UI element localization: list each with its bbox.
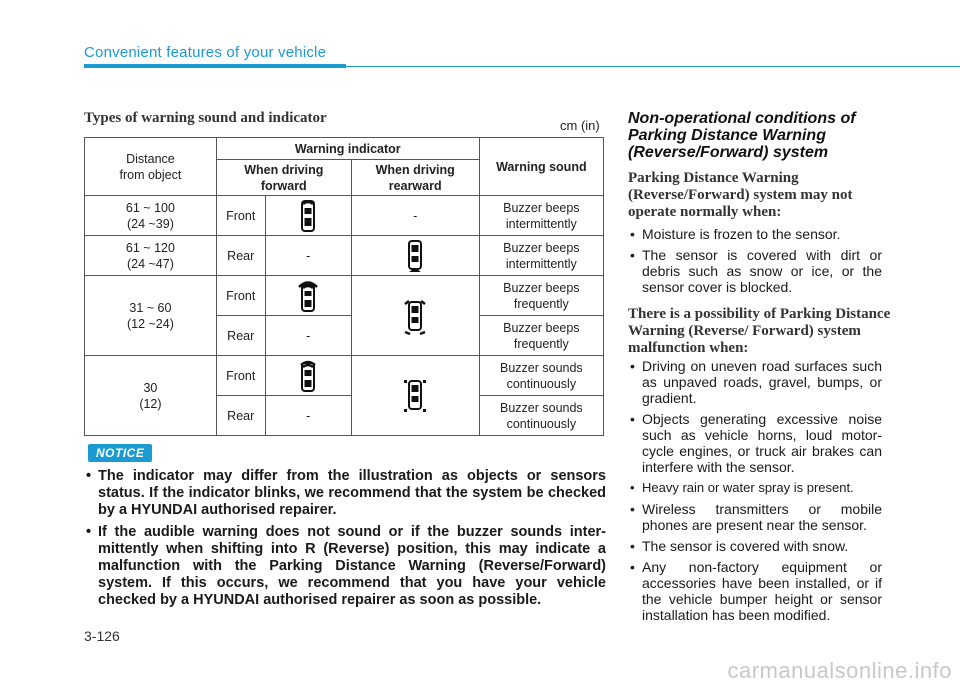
notice-list	[84, 468, 606, 614]
header-rule	[346, 66, 960, 68]
cell-rearward-indicator	[351, 356, 479, 436]
cell-distance: 31 ~ 60 (12 ~24)	[85, 276, 217, 356]
subheading-operate: Parking Distance Warning (Reverse/Forward) system may not operate normally when:	[628, 170, 853, 220]
malfunction-conditions-list	[628, 358, 882, 628]
cell-distance: 30 (12)	[85, 356, 217, 436]
cell-distance: 61 ~ 120 (24 ~47)	[85, 236, 217, 276]
cell-distance: 61 ~ 100 (24 ~39)	[85, 196, 217, 236]
warning-table	[84, 137, 604, 436]
list-item: • The sensor is covered with snow.	[628, 538, 882, 554]
cell-sound: Buzzer sounds continuously	[479, 356, 603, 396]
right-section-title: Non-operational conditions of Parking Distance Warning (Reverse/Forward) system	[628, 110, 856, 161]
page-number: 3-126	[84, 628, 120, 644]
cell-sound: Buzzer beeps intermittently	[479, 196, 603, 236]
watermark-text: carmanualsonline.info	[727, 658, 952, 683]
cell-rearward-indicator: -	[351, 196, 479, 236]
operate-conditions-list	[628, 226, 882, 300]
cell-sound: Buzzer beeps intermittently	[479, 236, 603, 276]
cell-rearward-indicator	[351, 236, 479, 276]
header-sound: Warning sound	[479, 138, 603, 196]
cell-sound: Buzzer beeps frequently	[479, 276, 603, 316]
cell-forward-indicator	[265, 356, 351, 396]
rear-warning-car-icon	[407, 239, 423, 273]
cell-direction: Rear	[216, 316, 265, 356]
cell-forward-indicator: -	[265, 316, 351, 356]
subheading-malfunction: There is a possibility of Parking Distance Warning (Reverse/ Forward) system malfunction when:	[628, 306, 891, 356]
list-item: • Objects generating excessive noise such as vehicle horns, loud motorcycle engines, or truck air brakes can interfere with the sensor.	[628, 411, 882, 475]
cell-direction: Rear	[216, 236, 265, 276]
cell-direction: Front	[216, 196, 265, 236]
notice-item: • If the audible warning does not sound or if the buzzer sounds intermittently when shifting into R (Reverse) position, this may indicate a malfunction with the Parking Distance Warning (Reverse/Forward) system. If this occurs, we recommend that you have your vehicle checked by a HYUNDAI authorised repairer as soon as possible.	[84, 524, 606, 609]
cell-direction: Rear	[216, 396, 265, 436]
cell-forward-indicator	[265, 196, 351, 236]
list-item: • Heavy rain or water spray is present.	[628, 480, 882, 496]
front-warning-car-icon	[300, 199, 316, 233]
rear-continuous-warning-car-icon	[402, 376, 428, 416]
cell-sound: Buzzer sounds continuously	[479, 396, 603, 436]
cell-direction: Front	[216, 356, 265, 396]
front-continuous-warning-car-icon	[299, 359, 317, 393]
list-item: • Any non-factory equipment or accessories have been installed, or if the vehicle bumper height or sensor installation has been modified.	[628, 559, 882, 623]
cell-direction: Front	[216, 276, 265, 316]
notice-badge: NOTICE	[88, 444, 152, 462]
front-frequent-warning-car-icon	[297, 279, 319, 313]
table-heading: Types of warning sound and indicator	[84, 110, 327, 126]
header-indicator: Warning indicator	[216, 138, 479, 160]
list-item: • The sensor is covered with dirt or debris such as snow or ice, or the sensor cover is blocked.	[628, 247, 882, 295]
header-distance: Distance from object	[85, 138, 217, 196]
header-rearward: When driving rearward	[351, 160, 479, 196]
notice-item: • The indicator may differ from the illustration as objects or sensors status. If the indicator blinks, we recommend that the system be checked by a HYUNDAI authorised repairer.	[84, 468, 606, 519]
cell-sound: Buzzer beeps frequently	[479, 316, 603, 356]
cell-forward-indicator: -	[265, 236, 351, 276]
list-item: • Moisture is frozen to the sensor.	[628, 226, 882, 242]
header-forward: When driving forward	[216, 160, 351, 196]
list-item: • Driving on uneven road surfaces such as unpaved roads, gravel, bumps, or gradient.	[628, 358, 882, 406]
cell-forward-indicator: -	[265, 396, 351, 436]
section-header: Convenient features of your vehicle	[84, 44, 327, 61]
header-accent-bar	[84, 64, 346, 68]
cell-rearward-indicator	[351, 276, 479, 356]
cell-forward-indicator	[265, 276, 351, 316]
rear-frequent-warning-car-icon	[402, 296, 428, 336]
unit-label: cm (in)	[560, 118, 600, 133]
list-item: • Wireless transmitters or mobile phones are present near the sensor.	[628, 501, 882, 533]
